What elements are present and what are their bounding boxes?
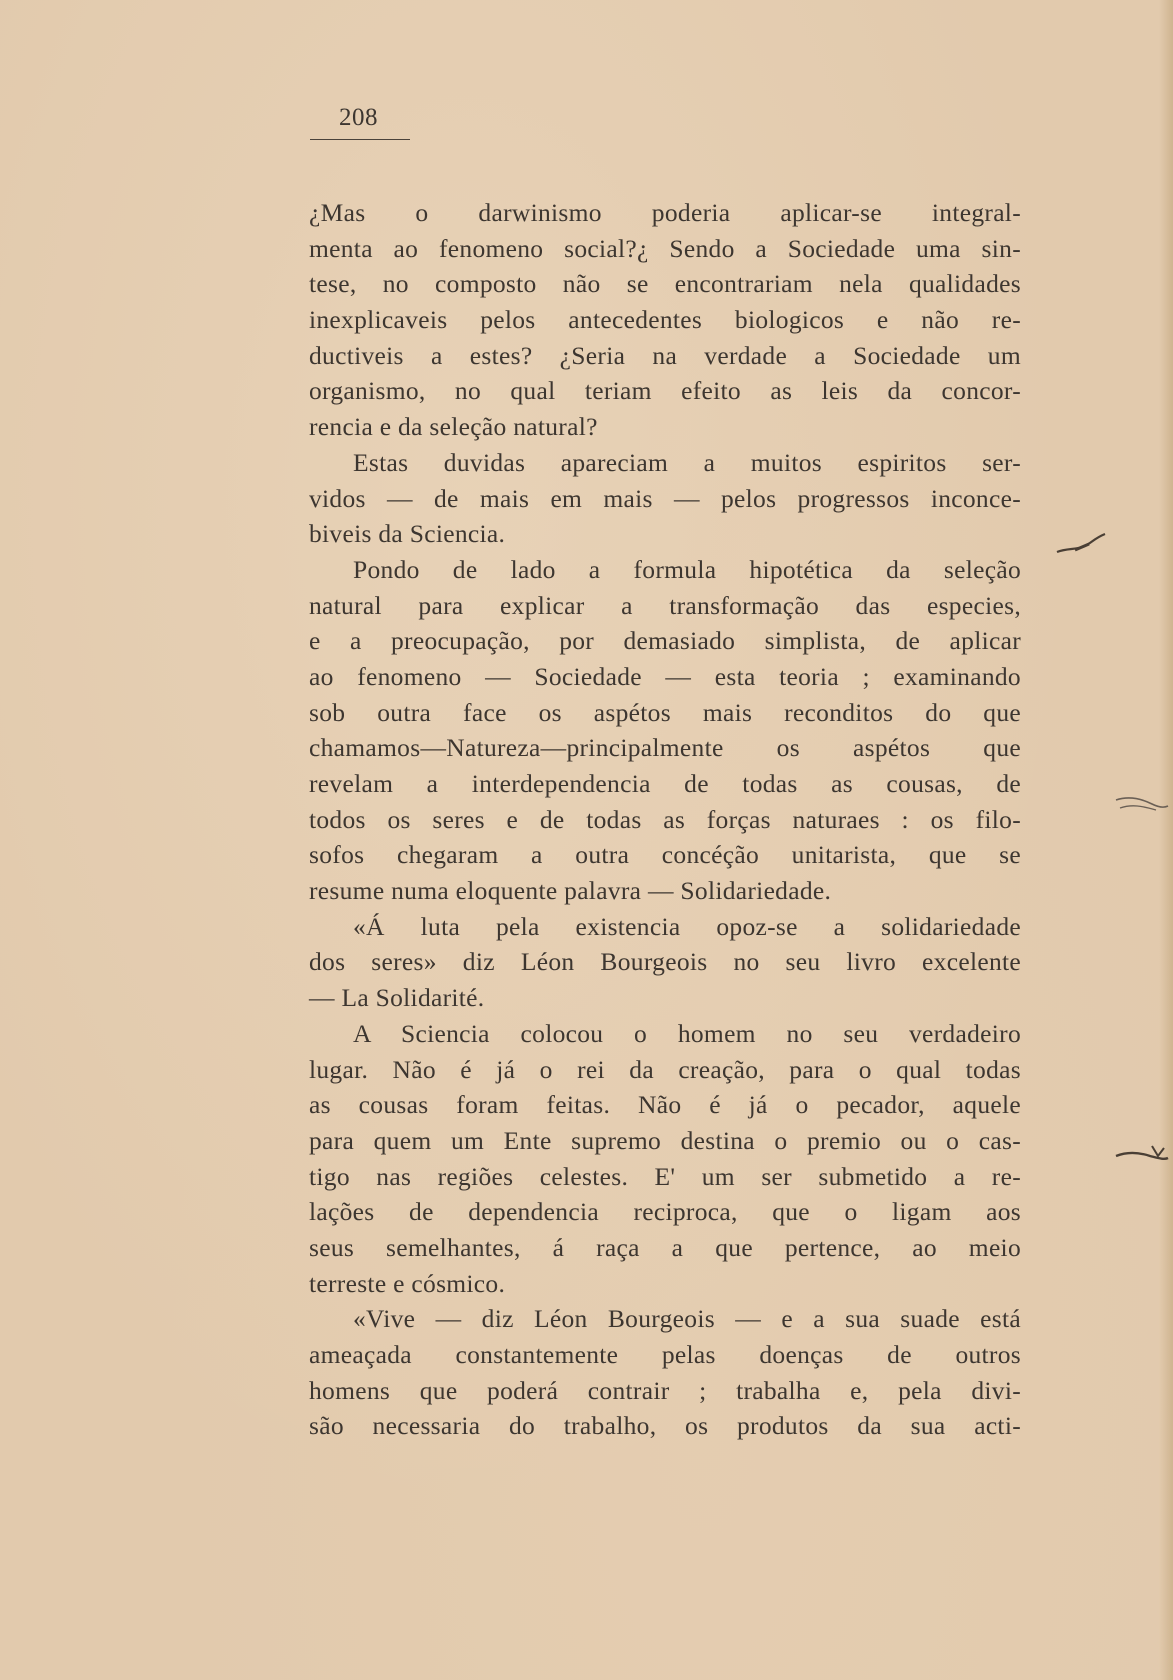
- text-line: chamamos—Natureza—principalmente os aspétos que: [309, 733, 1021, 763]
- text-line: ductiveis a estes? ¿Seria na verdade a Sociedade um: [309, 340, 1021, 370]
- text-line: seus semelhantes, á raça a que pertence, ao meio: [309, 1232, 1021, 1262]
- text-line: terreste e cósmico.: [309, 1268, 506, 1298]
- text-line: sob outra face os aspétos mais reconditos do que: [309, 697, 1021, 727]
- page-number: 208: [339, 104, 378, 131]
- text-line: organismo, no qual teriam efeito as leis da concor-: [309, 376, 1021, 406]
- text-line: lugar. Não é já o rei da creação, para o qual todas: [309, 1054, 1021, 1084]
- body-text: [309, 195, 1021, 1444]
- text-line: — La Solidarité.: [309, 983, 485, 1013]
- text-line: A Sciencia colocou o homem no seu verdadeiro: [353, 1018, 1021, 1048]
- text-line: natural para explicar a transformação das especies,: [309, 590, 1021, 620]
- text-line: biveis da Sciencia.: [309, 519, 506, 549]
- text-line: ¿Mas o darwinismo poderia aplicar-se integral-: [309, 198, 1021, 227]
- pen-mark-ornament-1: [1055, 530, 1115, 560]
- text-line: e a preocupação, por demasiado simplista, de aplicar: [309, 626, 1021, 656]
- text-line: lações de dependencia reciproca, que o ligam aos: [309, 1197, 1021, 1227]
- page-edge-shadow: [1159, 0, 1173, 1680]
- header-rule: [310, 139, 410, 140]
- text-line: menta ao fenomeno social?¿ Sendo a Sociedade uma sin-: [309, 233, 1021, 263]
- text-line: são necessaria do trabalho, os produtos da sua acti-: [309, 1411, 1021, 1441]
- text-line: Pondo de lado a formula hipotética da seleção: [353, 554, 1021, 584]
- text-line: dos seres» diz Léon Bourgeois no seu livro excelente: [309, 947, 1021, 977]
- text-line: Estas duvidas apareciam a muitos espiritos ser-: [353, 447, 1021, 477]
- text-line: ao fenomeno — Sociedade — esta teoria ; examinando: [309, 661, 1021, 691]
- pen-mark-ornament-3: [1112, 1138, 1170, 1172]
- text-line: «Vive — diz Léon Bourgeois — e a sua suade está: [353, 1304, 1021, 1334]
- text-line: sofos chegaram a outra concéção unitarista, que se: [309, 840, 1021, 870]
- text-line: tese, no composto não se encontrariam nela qualidades: [309, 269, 1021, 299]
- text-line: todos os seres e de todas as forças naturaes : os filo-: [309, 804, 1021, 834]
- text-line: tigo nas regiões celestes. E' um ser submetido a re-: [309, 1161, 1021, 1191]
- text-line: «Á luta pela existencia opoz-se a solidariedade: [353, 911, 1021, 941]
- text-line: resume numa eloquente palavra — Solidariedade.: [309, 876, 832, 906]
- text-line: homens que poderá contrair ; trabalha e, pela divi-: [309, 1375, 1021, 1405]
- text-line: rencia e da seleção natural?: [309, 412, 598, 442]
- text-line: ameaçada constantemente pelas doenças de outros: [309, 1340, 1021, 1369]
- text-line: revelam a interdependencia de todas as cousas, de: [309, 769, 1021, 798]
- text-line: vidos — de mais em mais — pelos progressos inconce-: [309, 483, 1021, 513]
- text-line: inexplicaveis pelos antecedentes biologicos e não re-: [309, 305, 1021, 335]
- pen-mark-ornament-2: [1112, 790, 1170, 820]
- text-line: as cousas foram feitas. Não é já o pecador, aquele: [309, 1090, 1021, 1120]
- text-line: para quem um Ente supremo destina o premio ou o cas-: [309, 1125, 1021, 1155]
